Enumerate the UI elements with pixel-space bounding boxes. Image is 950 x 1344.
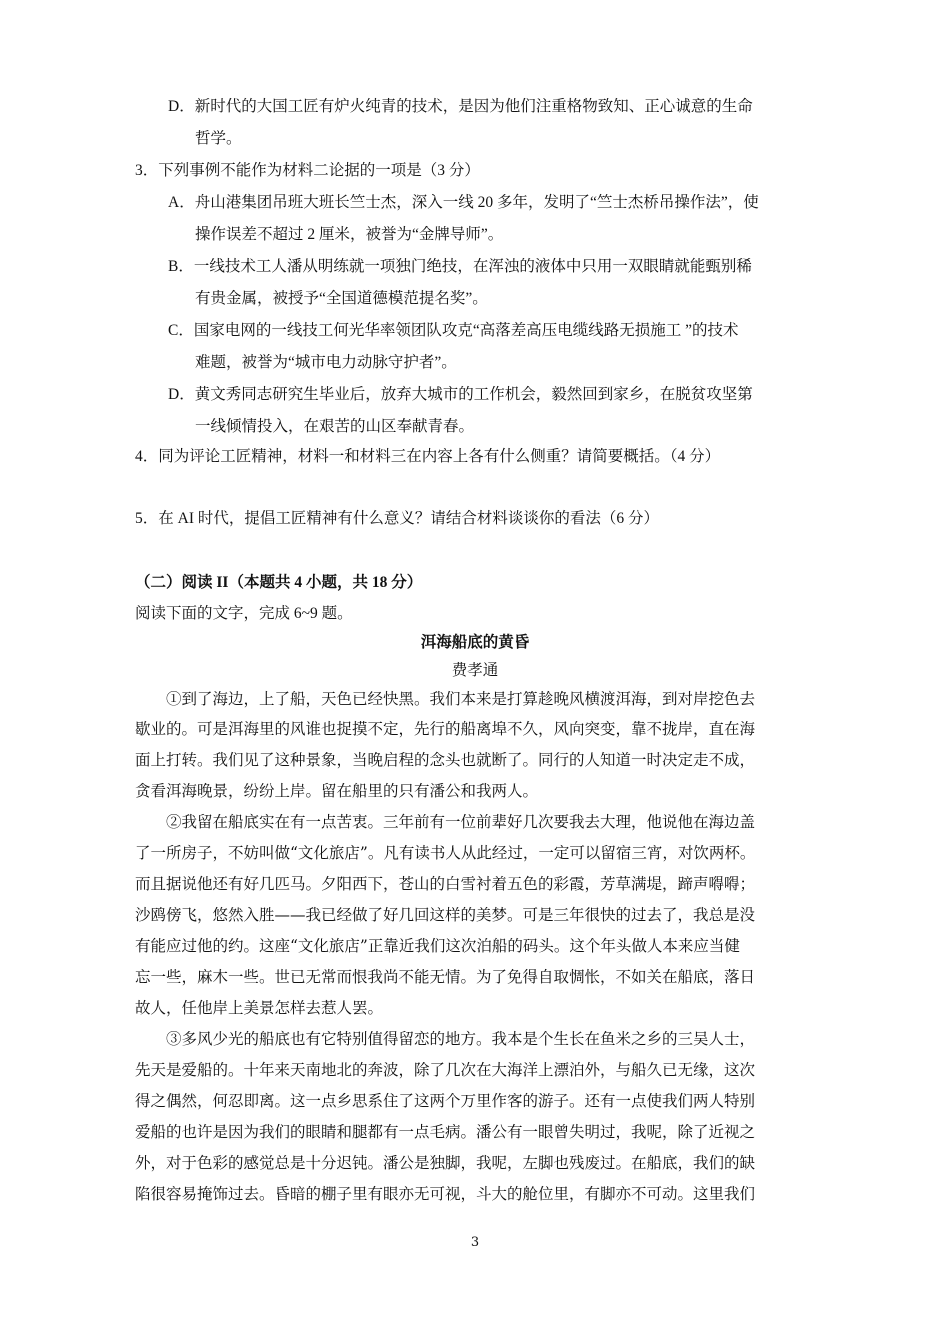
paragraph-3-line-1: ③多风少光的船底也有它特别值得留恋的地方。我本是个生长在鱼米之乡的三吴人士， bbox=[166, 1030, 756, 1048]
paragraph-1-line-3: 面上打转。我们见了这种景象，当晚启程的念头也就断了。同行的人知道一时决定走不成， bbox=[135, 751, 756, 769]
paragraph-2-line-1: ②我留在船底实在有一点苦衷。三年前有一位前辈好几次要我去大理，他说他在海边盖 bbox=[166, 813, 756, 831]
paragraph-3-line-6: 陷很容易掩饰过去。昏暗的棚子里有眼亦无可视，斗大的舱位里，有脚亦不可动。这里我们 bbox=[135, 1185, 756, 1203]
q3-option-b-line1: B．一线技术工人潘从明练就一项独门绝技，在浑浊的液体中只用一双眼睛就能甄别稀 bbox=[168, 258, 752, 275]
paragraph-2-line-4: 沙鸥傍飞，悠然入胜——我已经做了好几回这样的美梦。可是三年很快的过去了，我总是没 bbox=[135, 906, 756, 924]
paragraph-1-line-4: 贪看洱海晚景，纷纷上岸。留在船里的只有潘公和我两人。 bbox=[135, 782, 539, 800]
paragraph-1-line-2: 歇业的。可是洱海里的风谁也捉摸不定，先行的船离埠不久，风向突变，靠不拢岸，直在海 bbox=[135, 720, 756, 738]
paragraph-2-line-3: 而且据说他还有好几匹马。夕阳西下，苍山的白雪衬着五色的彩霞，芳草满堤，蹄声嘚嘚； bbox=[135, 875, 756, 893]
paragraph-2-line-5: 有能应过他的约。这座“文化旅店”正靠近我们这次泊船的码头。这个年头做人本来应当健 bbox=[135, 937, 740, 955]
paragraph-2-line-6: 忘一些，麻木一些。世已无常而恨我尚不能无情。为了免得自取惆怅，不如关在船底，落日 bbox=[135, 968, 756, 986]
paragraph-3-line-3: 得之偶然，何忍即离。这一点乡思系住了这两个万里作客的游子。还有一点使我们两人特别 bbox=[135, 1092, 756, 1110]
paragraph-3-line-4: 爱船的也许是因为我们的眼睛和腿都有一点毛病。潘公有一眼曾失明过，我呢，除了近视之 bbox=[135, 1123, 756, 1141]
q4-stem: 4．同为评论工匠精神，材料一和材料三在内容上各有什么侧重？请简要概括。（4 分） bbox=[135, 448, 721, 465]
paragraph-2-line-2: 了一所房子，不妨叫做“文化旅店”。凡有读书人从此经过，一定可以留宿三宵，对饮两杯。 bbox=[135, 844, 756, 862]
q3-option-d-line2: 一线倾情投入，在艰苦的山区奉献青春。 bbox=[195, 418, 475, 435]
paragraph-3-line-5: 外，对于色彩的感觉总是十分迟钝。潘公是独脚，我呢，左脚也残废过。在船底，我们的缺 bbox=[135, 1154, 756, 1172]
page-number: 3 bbox=[470, 1235, 480, 1250]
article-author: 费孝通 bbox=[451, 661, 499, 679]
q2-option-d-line1: D．新时代的大国工匠有炉火纯青的技术，是因为他们注重格物致知、正心诚意的生命 bbox=[168, 98, 753, 115]
q3-option-d-line1: D．黄文秀同志研究生毕业后，放弃大城市的工作机会，毅然回到家乡，在脱贫攻坚第 bbox=[168, 386, 753, 403]
article-title: 洱海船底的黄昏 bbox=[420, 632, 530, 651]
section-heading: （二）阅读 II（本题共 4 小题，共 18 分） bbox=[135, 574, 423, 591]
paragraph-2-line-7: 故人，任他岸上美景怎样去惹人罢。 bbox=[135, 999, 384, 1017]
section-instruction: 阅读下面的文字，完成 6~9 题。 bbox=[135, 605, 353, 622]
q3-option-c-line2: 难题，被誉为“城市电力动脉守护者”。 bbox=[195, 354, 457, 371]
paragraph-3-line-2: 先天是爱船的。十年来天南地北的奔波，除了几次在大海洋上漂泊外，与船久已无缘，这次 bbox=[135, 1061, 756, 1079]
paragraph-1-line-1: ①到了海边，上了船，天色已经快黑。我们本来是打算趁晚风横渡洱海，到对岸挖色去 bbox=[166, 690, 756, 708]
q3-option-a-line1: A．舟山港集团吊班大班长竺士杰，深入一线 20 多年，发明了“竺士杰桥吊操作法”，使 bbox=[168, 194, 759, 211]
q2-option-d-line2: 哲学。 bbox=[195, 130, 242, 147]
q3-option-a-line2: 操作误差不超过 2 厘米，被誉为“金牌导师”。 bbox=[195, 226, 504, 243]
q3-option-b-line2: 有贵金属，被授予“全国道德模范提名奖”。 bbox=[195, 290, 488, 307]
q3-option-c-line1: C．国家电网的一线技工何光华率领团队攻克“高落差高压电缆线路无损施工 ”的技术 bbox=[168, 322, 739, 339]
q5-stem: 5．在 AI 时代，提倡工匠精神有什么意义？请结合材料谈谈你的看法（6 分） bbox=[135, 510, 659, 527]
q3-stem: 3．下列事例不能作为材料二论据的一项是（3 分） bbox=[135, 162, 480, 179]
